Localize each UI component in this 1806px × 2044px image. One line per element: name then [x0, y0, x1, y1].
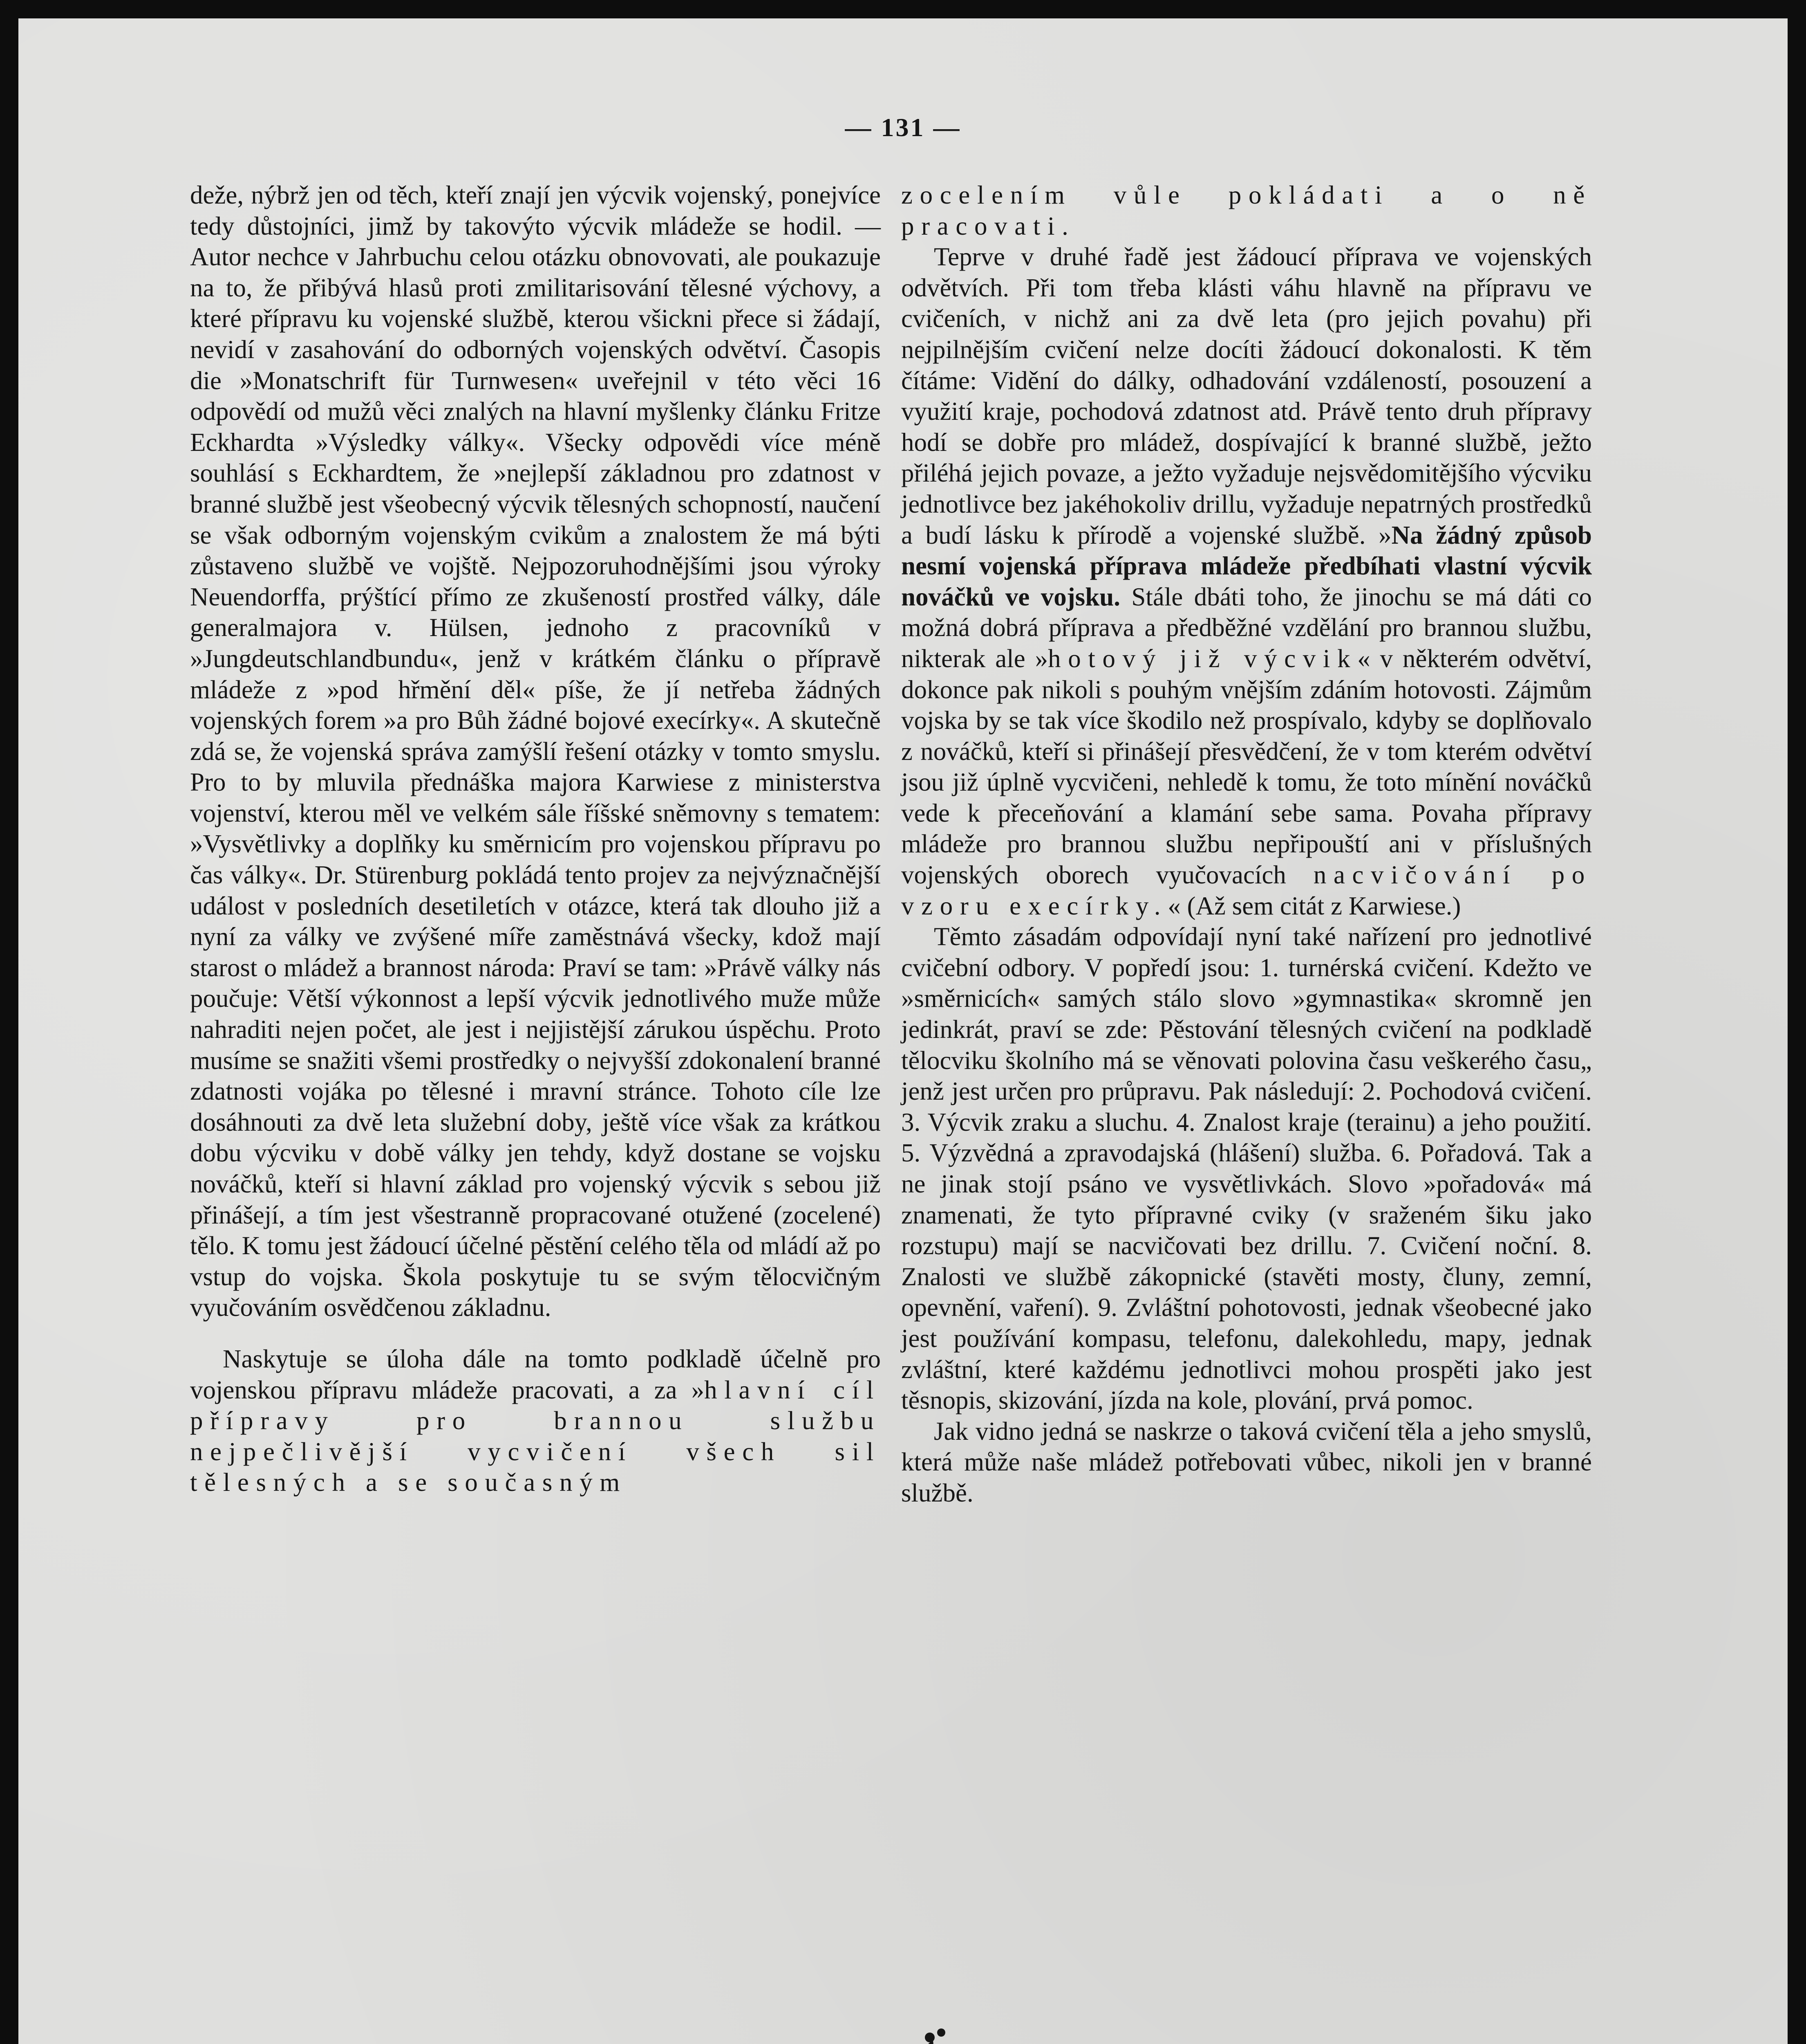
- right-paragraph-2-text-d: « (Až sem citát z Karwiese.): [1168, 891, 1461, 920]
- left-paragraph-1-text-b: války nás poučuje: Větší výkonnost a lepší výcvik jednotlivého muže může nahraditi nejen počet, ale jest i nejjistější zárukou úspěchu. Proto musíme se snažiti všemi prostředky o nejvyšší zdokonalení branné zdatnosti vojáka po tělesné i mravní stránce. Tohoto cíle lze dosáhnouti za dvě leta služební doby, ještě více však za krátkou dobu výcviku v době války jen tehdy, když dostane se vojsku nováčků, kteří si hlavní základ pro vojenský výcvik s sebou již přinášejí, a tím jest všestranně propracované otužené (zocelené) tělo. K tomu jest žádoucí účelné pěstění celého těla od mládí až po vstup do vojska. Škola poskytuje tu se svým tělocvičným vyučováním osvědčenou základnu.: [190, 953, 881, 1322]
- left-paragraph-1: [190, 180, 881, 1323]
- right-paragraph-4: Jak vidno jedná se naskrze o taková cvičení těla a jeho smyslů, která může naše mládež potřebovati vůbec, nikoli jen v branné službě.: [901, 1416, 1592, 1507]
- right-paragraph-2-text-a: Teprve v druhé řadě jest žádoucí příprava ve vojenských odvětvích. Při tom třeba klásti váhu hlavně na přípravu ve cvičeních, v nichž ani za dvě leta (pro jejich povahu) při nejpilnějším cvičení nelze docíti žádoucí dokonalosti. K těm čítáme: Vidění do dálky, odhadování vzdáleností, posouzení a využití kraje, pochodová zdatnost atd. Právě tento druh přípravy hodí se dobře pro mládež, dospívající k branné službě, ježto přiléhá jejich povaze, a ježto vyžaduje nejsvědomitějšího výcviku jednotlivce bez jakéhokoliv drillu, vyžaduje nepatrných prostředků a budí lásku k přírodě a vojenské službě. »: [901, 242, 1592, 549]
- floral-ornament-icon: [881, 2019, 971, 2044]
- right-paragraph-2-spaced-text-2: nacvičování po vzoru execírky.: [901, 861, 1592, 920]
- right-paragraph-1-spaced-text: zocelením vůle pokládati a o ně pracovati.: [901, 181, 1592, 240]
- left-paragraph-2: [190, 1344, 881, 1498]
- left-column: [190, 180, 881, 1498]
- paper-sheet: [18, 18, 1788, 2044]
- right-paragraph-3: Těmto zásadám odpovídají nyní také nařízení pro jednotlivé cvičební odbory. V popředí jsou: 1. turnérská cvičení. Kdežto ve »směrnicích« samých stálo slovo »gymnastika« skromně jen jedinkrát, praví se zde: Pěstování tělesných cvičení na podkladě tělocviku školního má se věnovati polovina času veškerého času„ jenž jest určen pro průpravu. Pak následují: 2. Pochodová cvičení. 3. Výcvik zraku a sluchu. 4. Znalost kraje (terainu) a jeho použití. 5. Výzvědná a zpravodajská (hlášení) služba. 6. Pořadová. Tak a ne jinak stojí psáno ve vysvětlivkách. Slovo »pořadová« má znamenati, že tyto přípravné cviky (v sraženém šiku jako rozstupu) mají se nacvičovati bez drillu. 7. Cvičení noční. 8. Znalosti ve službě zákopnické (stavěti mosty, čluny, zemní, opevnění, vaření). 9. Zvláštní pohotovosti, jednak všeobecné jako jest používání kompasu, telefonu, dalekohledu, mapy, jednak zvláštní, které každému jednotlivci mohou prospěti jako jest těsnopis, skizování, jízda na kole, plování, prvá pomoc.: [901, 922, 1592, 1415]
- right-paragraph-2-bold-text: Na žádný způsob nesmí vojenská příprava mládeže předbíhati vlastní výcvik nováčků ve vojsku.: [901, 520, 1592, 611]
- right-paragraph-2: [901, 242, 1592, 921]
- right-paragraph-1: [901, 180, 1592, 242]
- right-paragraph-2-spaced-text-1: hotový již výcvik: [1048, 644, 1358, 673]
- left-paragraph-1-text-a: deže, nýbrž jen od těch, kteří znají jen výcvik vojenský, ponejvíce tedy důstojníci, jimž by takovýto výcvik mládeže se hodil. — Autor nechce v Jahrbuchu celou otázku obnovovati, ale poukazuje na to, že přibývá hlasů proti zmilitarisování tělesné výchovy, a které přípravu ku vojenské službě, kterou všickni přece si žádají, nevidí v zasahování do odborných vojenských odvětví. Časopis die »Monatschrift für Turnwesen« uveřejnil v této věci 16 odpovědí od mužů věci znalých na hlavní myšlenky článku Fritze Eckhardta »Výsledky války«. Všecky odpovědi více méně souhlásí s Eckhardtem, že »nejlepší základnou pro zdatnost v branné službě jest všeobecný výcvik tělesných schopností, naučení se však odborným vojenským cvikům a znalostem že má býti zůstaveno službě ve vojště. Nejpozoruhodnějšími jsou výroky Neuendorffa, prýštící přímo ze zkušeností prostřed války, dále generalmajora v. Hülsen, jednoho z pracovníků v »Jungdeutschlandbundu«, jenž v krátkém článku o přípravě mládeže z »pod hřmění děl« píše, že jí netřeba žádných vojenských forem »a pro Bůh žádné bojové execírky«. A skutečně zdá se, že vojenská správa zamýšlí řešení otázky v tomto smyslu. Pro to by mluvila přednáška majora Karwiese z ministerstva vojenství, kterou měl ve velkém sále říšské sněmovny s tematem: »Vysvětlivky a doplňky ku směrnicím pro vojenskou přípravu po čas války«. Dr. Stürenburg pokládá tento projev za nejvýznačnější událost v posledních desetiletích v otázce, která tak dlouho již a nyní za války ve zvýšené míře zaměstnává všecky, kdož mají starost o mládež a brannost národa: Praví se tam: »Právě: [190, 181, 881, 982]
- right-paragraph-2-text-c: « v některém odvětví, dokonce pak nikoli s pouhým vnějším zdáním hotovosti. Zájmům vojska by se tak více škodilo než prospívalo, kdyby se doplňovalo z nováčků, kteří si přinášejí přesvědčení, že v tom kterém odvětví jsou již úplně vycvičeni, nehledě k tomu, že toto mínění nováčků vede k přeceňování a klamání sebe sama. Povaha přípravy mládeže pro brannou službu nepřipouští ani v příslušných vojenských oborech vyučovacích: [901, 644, 1592, 890]
- right-paragraph-2-text-b: Stále dbáti toho, že jinochu se má dáti co možná dobrá příprava a předběžné vzdělání pro brannou službu, nikterak ale »: [901, 582, 1592, 673]
- page-number: — 131 —: [845, 113, 961, 142]
- left-paragraph-2-spaced-text: hlavní cíl přípravy pro brannou službu nejpečlivější vycvičení všech sil tělesných a se současným: [190, 1375, 881, 1497]
- right-column: [901, 180, 1592, 1509]
- left-paragraph-2-text: Naskytuje se úloha dále na tomto podkladě účelně pro vojenskou přípravu mládeže pracovati, a za »: [190, 1344, 881, 1404]
